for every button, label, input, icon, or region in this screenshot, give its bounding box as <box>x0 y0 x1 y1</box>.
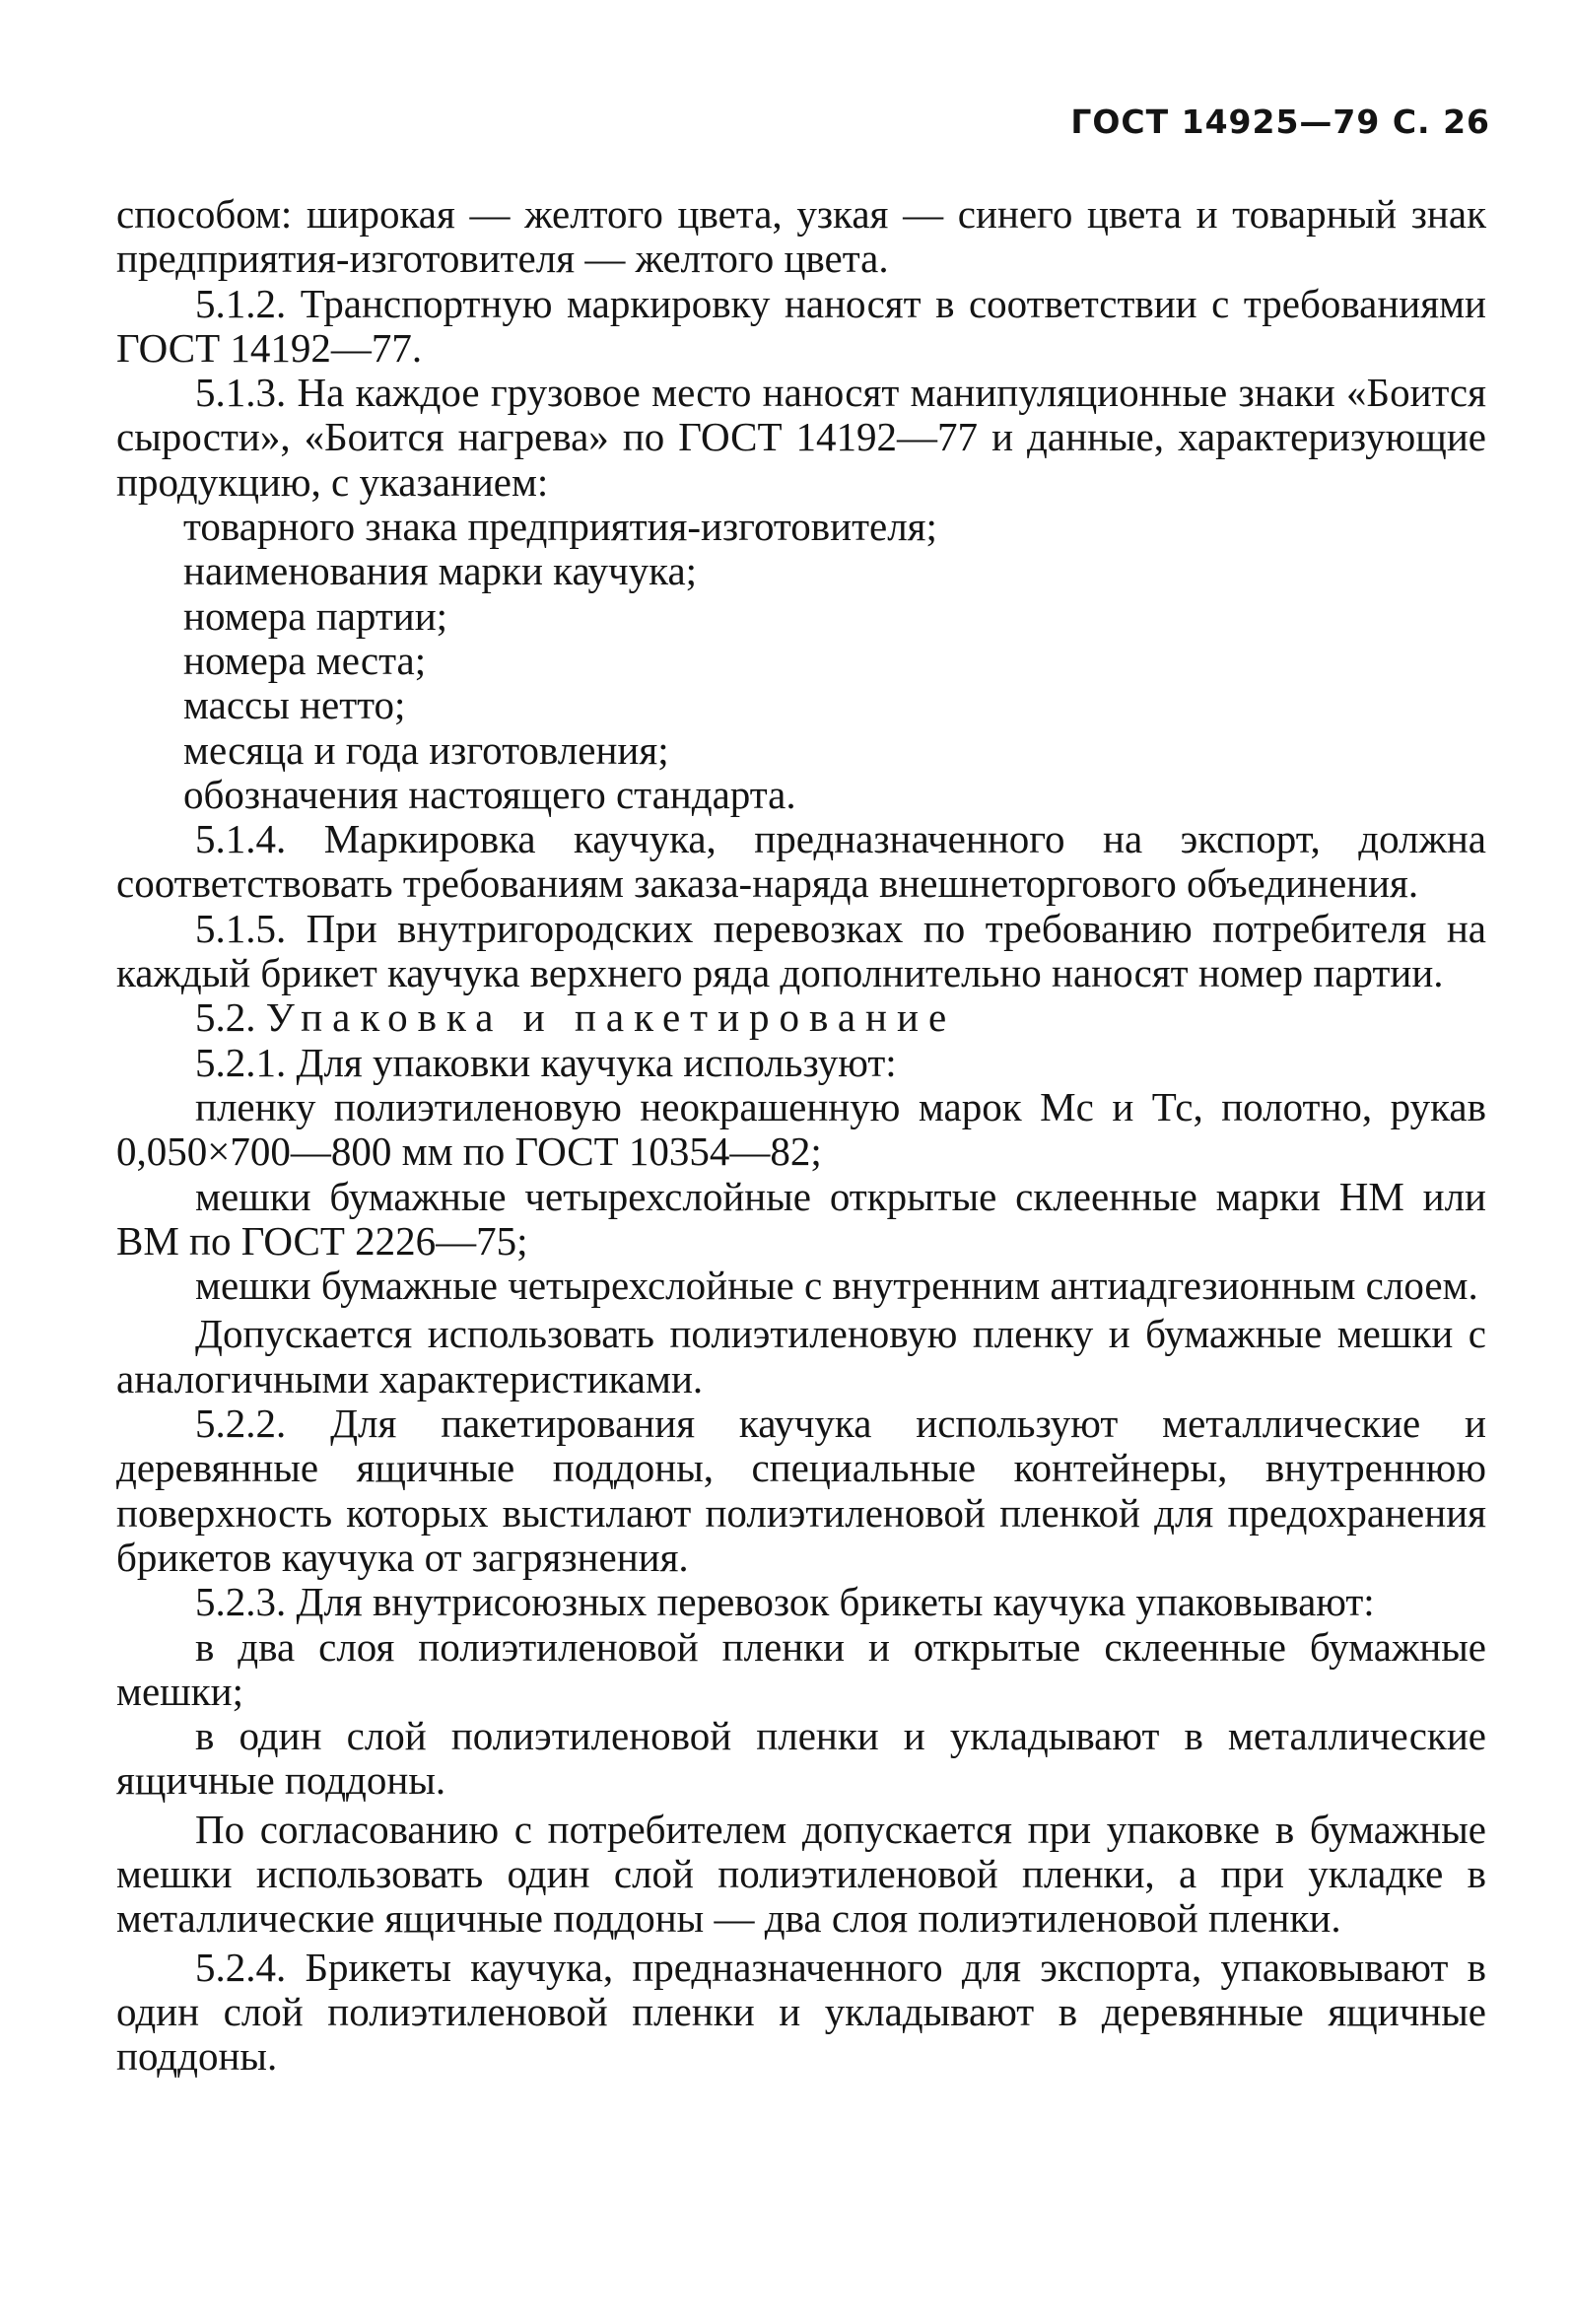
paragraph-5-1-2: 5.1.2. Транспортную маркировку наносят в соответствии с требованиями ГОСТ 14192—77. <box>116 280 1486 371</box>
paragraph-5-1-5: 5.1.5. При внутригородских перевозках по требованию потребителя на каждый брикет каучука верхнего ряда дополнительно наносят номер партии. <box>116 905 1486 996</box>
section-number: 5.2. <box>195 994 256 1041</box>
paragraph-5-1-4: 5.1.4. Маркировка каучука, предназначенного на экспорт, должна соответствовать требованиям заказа-наряда внешнеторгового объединения. <box>116 816 1486 907</box>
paragraph-5-2-3: 5.2.3. Для внутрисоюзных перевозок брикеты каучука упаковывают: <box>195 1579 1375 1625</box>
list-item: в два слоя полиэтиленовой пленки и открытые склеенные бумажные мешки; <box>116 1623 1486 1714</box>
paragraph-5-1-3: 5.1.3. На каждое грузовое место наносят манипуляционные знаки «Боится сырости», «Боится нагрева» по ГОСТ 14192—77 и данные, характеризующие продукцию, с указанием: <box>116 370 1486 505</box>
paragraph-5-2-4: 5.2.4. Брикеты каучука, предназначенного для экспорта, упаковывают в один слой полиэтиленовой пленки и укладывают в деревянные ящичные поддоны. <box>116 1944 1486 2080</box>
list-item: номера партии; <box>183 592 448 639</box>
list-item: товарного знака предприятия-изготовителя; <box>183 504 937 550</box>
document-body <box>116 192 1486 2079</box>
section-heading-5-2 <box>116 995 1486 1040</box>
list-item: мешки бумажные четырехслойные открытые склеенные марки НМ или ВМ по ГОСТ 2226—75; <box>116 1173 1486 1264</box>
list-item: месяца и года изготовления; <box>183 726 669 773</box>
list-item: массы нетто; <box>183 682 406 728</box>
page-header: ГОСТ 14925—79 С. 26 <box>1070 103 1490 141</box>
paragraph-5-2-2: 5.2.2. Для пакетирования каучука используют металлические и деревянные ящичные поддоны, специальные контейнеры, внутреннюю поверхность которых выстилают полиэтиленовой пленкой для предохранения брикетов каучука от загрязнения. <box>116 1401 1486 1580</box>
list-item: пленку полиэтиленовую неокрашенную марок Мс и Тс, полотно, рукав 0,050×700—800 мм по ГОСТ 10354—82; <box>116 1083 1486 1175</box>
section-title: Упаковка и пакетирование <box>265 994 957 1041</box>
list-item: наименования марки каучука; <box>183 548 698 594</box>
list-item: в один слой полиэтиленовой пленки и укладывают в металлические ящичные поддоны. <box>116 1713 1486 1804</box>
paragraph-5-2-1: 5.2.1. Для упаковки каучука используют: <box>195 1039 897 1085</box>
paragraph-5-1-1-continued: способом: широкая — желтого цвета, узкая — синего цвета и товарный знак предприятия-изготовителя — желтого цвета. <box>116 191 1486 282</box>
paragraph: Допускается использовать полиэтиленовую пленку и бумажные мешки с аналогичными характеристиками. <box>116 1311 1486 1401</box>
list-item: обозначения настоящего стандарта. <box>183 771 796 817</box>
list-item: номера места; <box>183 637 427 683</box>
list-item: мешки бумажные четырехслойные с внутренним антиадгезионным слоем. <box>195 1263 1478 1309</box>
paragraph: По согласованию с потребителем допускается при упаковке в бумажные мешки использовать один слой полиэтиленовой пленки, а при укладке в металлические ящичные поддоны — два слоя полиэтиленовой пленки. <box>116 1806 1486 1942</box>
